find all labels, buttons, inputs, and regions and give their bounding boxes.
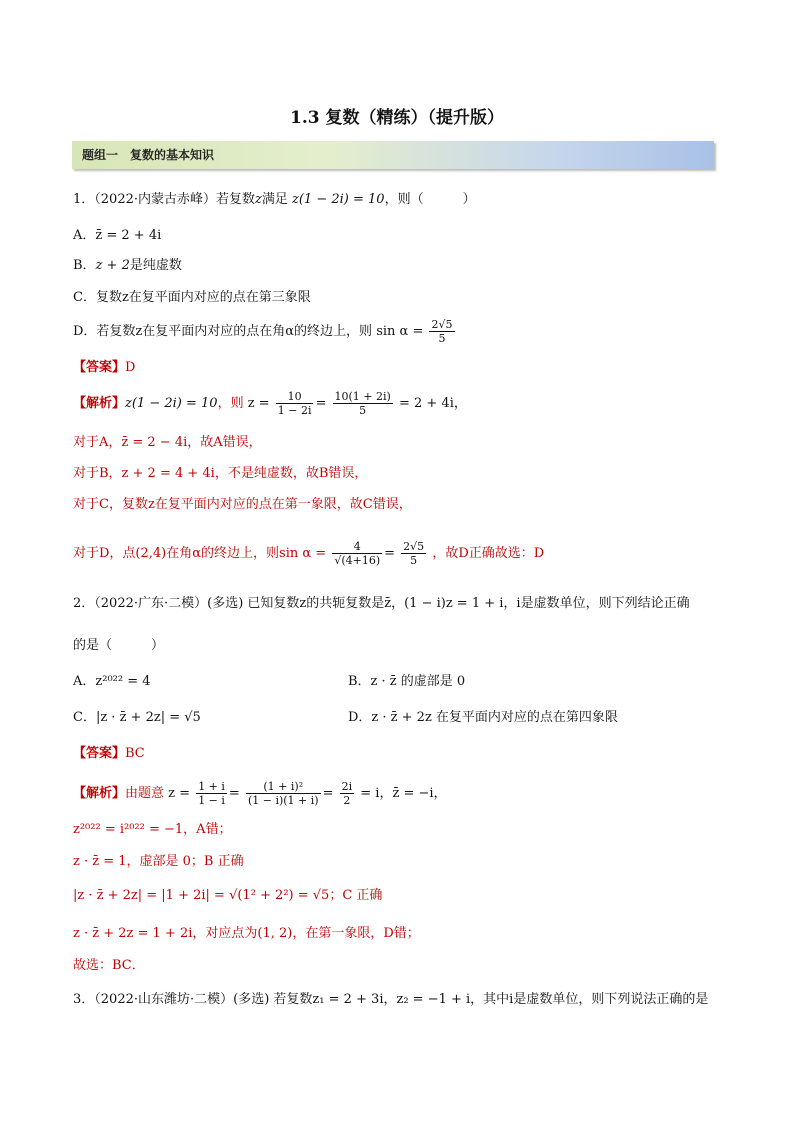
q2-option-c: C．|z · z̄ + 2z| = √5	[73, 710, 201, 725]
q2-analysis-line-6: 故选：BC．	[73, 958, 145, 973]
q1-analysis-line-5: 对于D，点(2,4)在角α的终边上，则sin α = $\frac{4}{√(4+16)}$ = $\frac{2√5}{5}$ ，故D正确故选：D	[73, 540, 545, 567]
q2-option-a: A．z²⁰²² = 4	[73, 674, 151, 689]
fraction: $\frac{4}{√(4+16)}$	[334, 540, 381, 567]
q2-option-b: B．z · z̄ 的虚部是 0	[348, 674, 466, 689]
q2-option-d: D．z · z̄ + 2z 在复平面内对应的点在第四象限	[348, 710, 618, 725]
fraction: $\frac{2√5}{5}$	[431, 318, 453, 345]
q2-analysis-line-4: |z · z̄ + 2z| = |1 + 2i| = √(1² + 2²) = √5；C 正确	[73, 888, 383, 903]
q1-option-d: D．若复数z在复平面内对应的点在角α的终边上，则 sin α = $\frac{2√5}{5}$	[73, 318, 453, 345]
q3-stem: 3．（2022·山东潍坊·二模）(多选) 若复数z₁ = 2 + 3i，z₂ = −1 + i，其中i是虚数单位，则下列说法正确的是	[73, 992, 709, 1007]
q1-analysis-line-2: 对于A，z̄ = 2 − 4i，故A错误，	[73, 435, 262, 450]
q2-answer: 【答案】BC	[73, 746, 145, 761]
q1-analysis-line-3: 对于B，z + 2 = 4 + 4i，不是纯虚数，故B错误，	[73, 466, 368, 481]
q1-answer: 【答案】D	[73, 360, 136, 375]
q1-option-a: A．z̄ = 2 + 4i	[73, 228, 162, 243]
fraction: $\frac{2i}{2}$	[341, 780, 353, 807]
page-title: 1.3 复数（精练）（提升版）	[290, 108, 504, 128]
fraction: $\frac{2√5}{5}$	[403, 540, 425, 567]
fraction: $\frac{10}{1 - 2i}$	[277, 390, 312, 417]
q1-stem: 1．（2022·内蒙古赤峰）若复数z满足 z(1 − 2i) = 10，则（ ）	[73, 192, 476, 207]
q2-analysis-line-5: z · z̄ + 2z = 1 + 2i，对应点为(1, 2)，在第一象限，D错；	[73, 926, 420, 941]
q2-analysis-line-1: 【解析】由题意 z = $\frac{1 + i}{1 - i}$ = $\frac{\text{(1 + i)²}}{(1 - i)(1 + i)}$ = $\frac{2i}{2}$ = i，z̄ = −i，	[73, 780, 447, 807]
section-header	[72, 141, 714, 169]
q2-analysis-line-2: z²⁰²² = i²⁰²² = −1，A错；	[73, 822, 232, 837]
fraction: $\frac{1 + i}{1 - i}$	[198, 780, 225, 807]
q2-stem-line-2: 的是（ ）	[73, 638, 165, 653]
fraction: $\frac{10(1 + 2i)}{5}$	[334, 390, 391, 417]
q2-analysis-line-3: z · z̄ = 1，虚部是 0；B 正确	[73, 854, 244, 869]
section-title: 题组一 复数的基本知识	[82, 148, 215, 162]
q1-analysis-line-1: 【解析】z(1 − 2i) = 10，则 z = $\frac{10}{1 - 2i}$ = $\frac{10(1 + 2i)}{5}$ = 2 + 4i，	[73, 390, 467, 417]
q1-analysis-line-4: 对于C，复数z在复平面内对应的点在第一象限，故C错误，	[73, 497, 412, 512]
q2-stem-line-1: 2．（2022·广东·二模）(多选) 已知复数z的共轭复数是z̄，(1 − i)z = 1 + i，i是虚数单位，则下列结论正确	[73, 596, 690, 611]
fraction: $\frac{\text{(1 + i)²}}{(1 - i)(1 + i)}$	[247, 780, 319, 807]
q1-option-b: B．z + 2是纯虚数	[73, 258, 182, 273]
q1-option-c: C．复数z在复平面内对应的点在第三象限	[73, 290, 311, 305]
